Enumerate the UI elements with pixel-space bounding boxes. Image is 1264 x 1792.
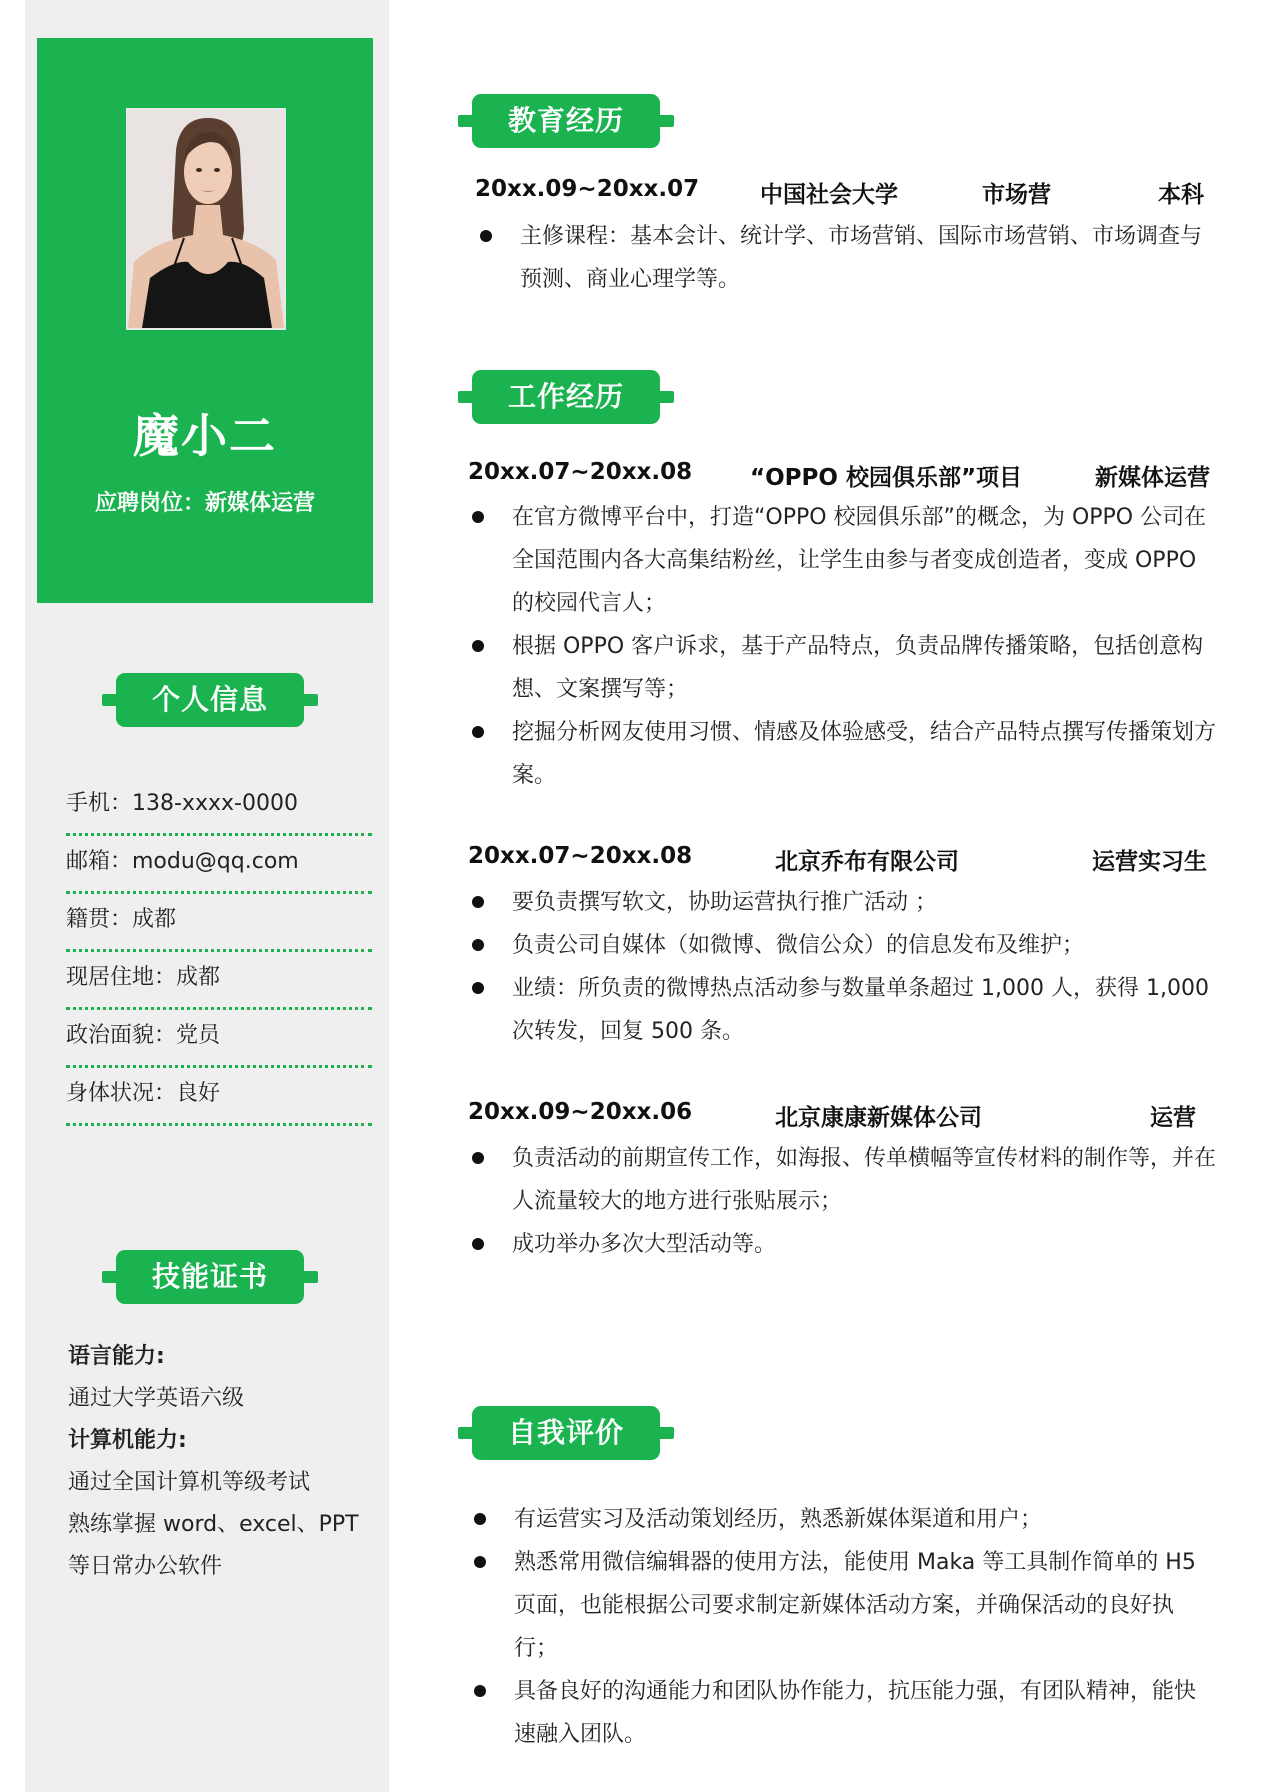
list-item: 负责活动的前期宣传工作，如海报、传单横幅等宣传材料的制作等，并在人流量较大的地方进行张贴展示； — [468, 1137, 1216, 1223]
portrait-illustration — [128, 110, 284, 328]
section-badge-skills — [102, 1250, 318, 1304]
skill-computer-line: 熟练掌握 word、excel、PPT — [68, 1512, 359, 1537]
work-org: 北京乔布有限公司 — [775, 849, 959, 875]
skill-computer-head: 计算机能力: — [68, 1428, 187, 1453]
work-date: 20xx.09~20xx.06 — [468, 1099, 693, 1125]
list-item: 挖掘分析网友使用习惯、情感及体验感受，结合产品特点撰写传播策划方案。 — [468, 711, 1216, 797]
list-item: 熟悉常用微信编辑器的使用方法，能使用 Maka 等工具制作简单的 H5 页面，也能根据公司要求制定新媒体活动方案，并确保活动的良好执行； — [470, 1541, 1216, 1670]
education-date: 20xx.09~20xx.07 — [475, 176, 700, 202]
section-title-work: 工作经历 — [472, 370, 660, 424]
list-item: 负责公司自媒体（如微博、微信公众）的信息发布及维护； — [468, 924, 1216, 967]
personal-info-list — [66, 778, 372, 1126]
section-badge-education — [458, 94, 674, 148]
info-hometown: 籍贯：成都 — [66, 894, 372, 952]
work-role: 新媒体运营 — [1095, 465, 1210, 491]
section-title-self-eval: 自我评价 — [472, 1406, 660, 1460]
work-role: 运营 — [1150, 1105, 1196, 1131]
work-bullets — [468, 1137, 1216, 1266]
education-bullets — [476, 215, 1216, 301]
skill-language-text: 通过大学英语六级 — [68, 1386, 245, 1411]
skill-computer-line: 等日常办公软件 — [68, 1554, 223, 1579]
education-degree: 本科 — [1158, 182, 1204, 208]
profile-photo — [126, 108, 286, 330]
section-title-education: 教育经历 — [472, 94, 660, 148]
info-email: 邮箱：modu@qq.com — [66, 836, 372, 894]
work-date: 20xx.07~20xx.08 — [468, 843, 693, 869]
section-badge-personal-info — [102, 673, 318, 727]
list-item: 业绩：所负责的微博热点活动参与数量单条超过 1,000 人，获得 1,000 次转发，回复 500 条。 — [468, 967, 1216, 1053]
skills-block — [68, 1336, 378, 1588]
list-item: 在官方微博平台中，打造“OPPO 校园俱乐部”的概念，为 OPPO 公司在全国范围内各大高集结粉丝，让学生由参与者变成创造者，变成 OPPO 的校园代言人； — [468, 496, 1216, 625]
list-item: 具备良好的沟通能力和团队协作能力，抗压能力强，有团队精神，能快速融入团队。 — [470, 1670, 1216, 1756]
education-major: 市场营 — [982, 182, 1051, 208]
self-eval-bullets — [470, 1498, 1216, 1756]
info-phone: 手机：138-xxxx-0000 — [66, 778, 372, 836]
profile-position: 应聘岗位：新媒体运营 — [94, 491, 315, 516]
work-bullets — [468, 881, 1216, 1053]
section-badge-self-eval — [458, 1406, 674, 1460]
section-title-personal-info: 个人信息 — [116, 673, 304, 727]
profile-name: 魔小二 — [133, 409, 277, 463]
skill-computer-line: 通过全国计算机等级考试 — [68, 1470, 311, 1495]
list-item: 有运营实习及活动策划经历，熟悉新媒体渠道和用户； — [470, 1498, 1216, 1541]
work-org: “OPPO 校园俱乐部”项目 — [750, 465, 1023, 491]
work-org: 北京康康新媒体公司 — [775, 1105, 982, 1131]
list-item: 要负责撰写软文，协助运营执行推广活动 ； — [468, 881, 1216, 924]
profile-card — [37, 38, 373, 603]
work-role: 运营实习生 — [1092, 849, 1207, 875]
list-item: 根据 OPPO 客户诉求，基于产品特点，负责品牌传播策略，包括创意构想、文案撰写等； — [468, 625, 1216, 711]
education-school: 中国社会大学 — [760, 182, 898, 208]
section-title-skills: 技能证书 — [116, 1250, 304, 1304]
work-date: 20xx.07~20xx.08 — [468, 459, 693, 485]
section-badge-work — [458, 370, 674, 424]
info-residence: 现居住地：成都 — [66, 952, 372, 1010]
list-item: 成功举办多次大型活动等。 — [468, 1223, 1216, 1266]
info-political: 政治面貌：党员 — [66, 1010, 372, 1068]
info-health: 身体状况：良好 — [66, 1068, 372, 1126]
work-bullets — [468, 496, 1216, 797]
list-item: 主修课程：基本会计、统计学、市场营销、国际市场营销、市场调查与预测、商业心理学等。 — [476, 215, 1216, 301]
skill-language-head: 语言能力: — [68, 1344, 165, 1369]
